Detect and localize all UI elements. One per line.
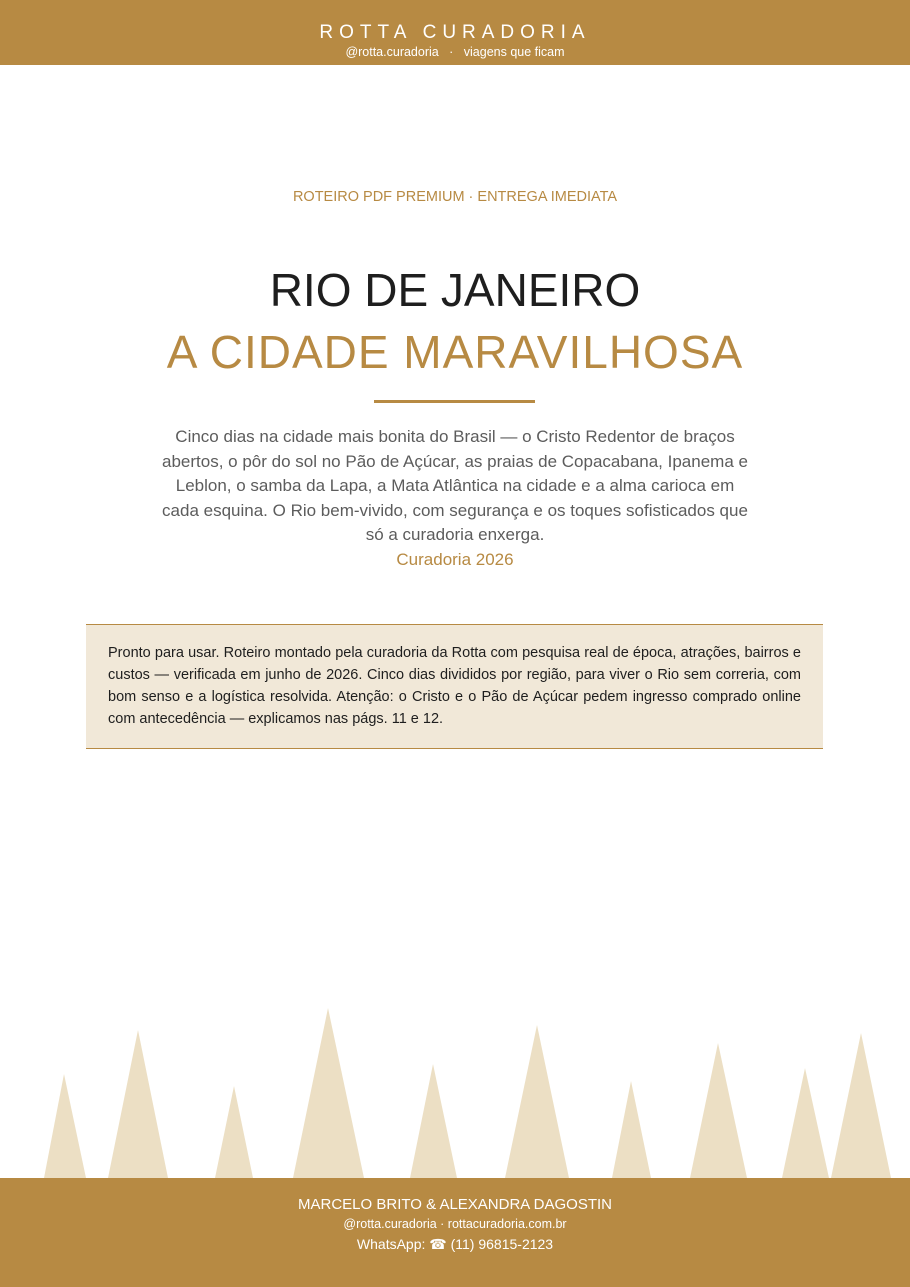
tagline: viagens que ficam (463, 45, 565, 59)
tree-shape (215, 1086, 253, 1178)
notice-text: Pronto para usar. Roteiro montado pela curadoria da Rotta com pesquisa real de época, atrações, bairros e custos — verificada em junho de 2026. Cinco dias divididos por região, para viver o Rio sem correria, com bom senso e a logística resolvida. Atenção: o Cristo e o Pão de Açúcar pedem ingresso comprado online com antecedência — explicamos nas págs. 11 e 12. (108, 645, 801, 727)
page-title: RIO DE JANEIRO (269, 264, 641, 316)
tree-shape (410, 1064, 457, 1178)
tree-shape (831, 1033, 891, 1178)
instagram-handle[interactable]: @rotta.curadoria (345, 45, 439, 59)
tree-shape (108, 1030, 168, 1178)
tree-shape (505, 1025, 569, 1178)
intro-paragraph (160, 425, 750, 573)
separator-dot: · (449, 45, 454, 59)
footer-whatsapp[interactable]: WhatsApp: ☎ (11) 96815-2123 (356, 1236, 554, 1252)
product-eyebrow: ROTEIRO PDF PREMIUM · ENTREGA IMEDIATA (292, 189, 618, 205)
tree-shape (612, 1081, 651, 1178)
tree-shape (782, 1068, 829, 1178)
brand-name: ROTTA CURADORIA (319, 22, 591, 43)
tree-shape (293, 1008, 364, 1178)
tree-shape (690, 1043, 747, 1178)
brand-subline (0, 45, 910, 60)
title-divider (374, 400, 535, 403)
tree-shape (44, 1074, 86, 1178)
decorative-trees (0, 1000, 910, 1180)
footer-links[interactable]: @rotta.curadoria · rottacuradoria.com.br (343, 1217, 567, 1231)
footer-authors: MARCELO BRITO & ALEXANDRA DAGOSTIN (298, 1196, 612, 1213)
page-subtitle: A CIDADE MARAVILHOSA (166, 326, 744, 378)
notice-box (86, 624, 823, 749)
intro-text: Cinco dias na cidade mais bonita do Brasil — o Cristo Redentor de braços abertos, o pôr do sol no Pão de Açúcar, as praias de Copacabana, Ipanema e Leblon, o samba da Lapa, a Mata Atlântica na cidade e a alma carioca em cada esquina. O Rio bem-vivido, com segurança e os toques sofisticados que só a curadoria enxerga. (162, 427, 748, 545)
header-bar (0, 0, 910, 65)
edition-label: Curadoria 2026 (396, 549, 514, 569)
footer-bar (0, 1178, 910, 1287)
